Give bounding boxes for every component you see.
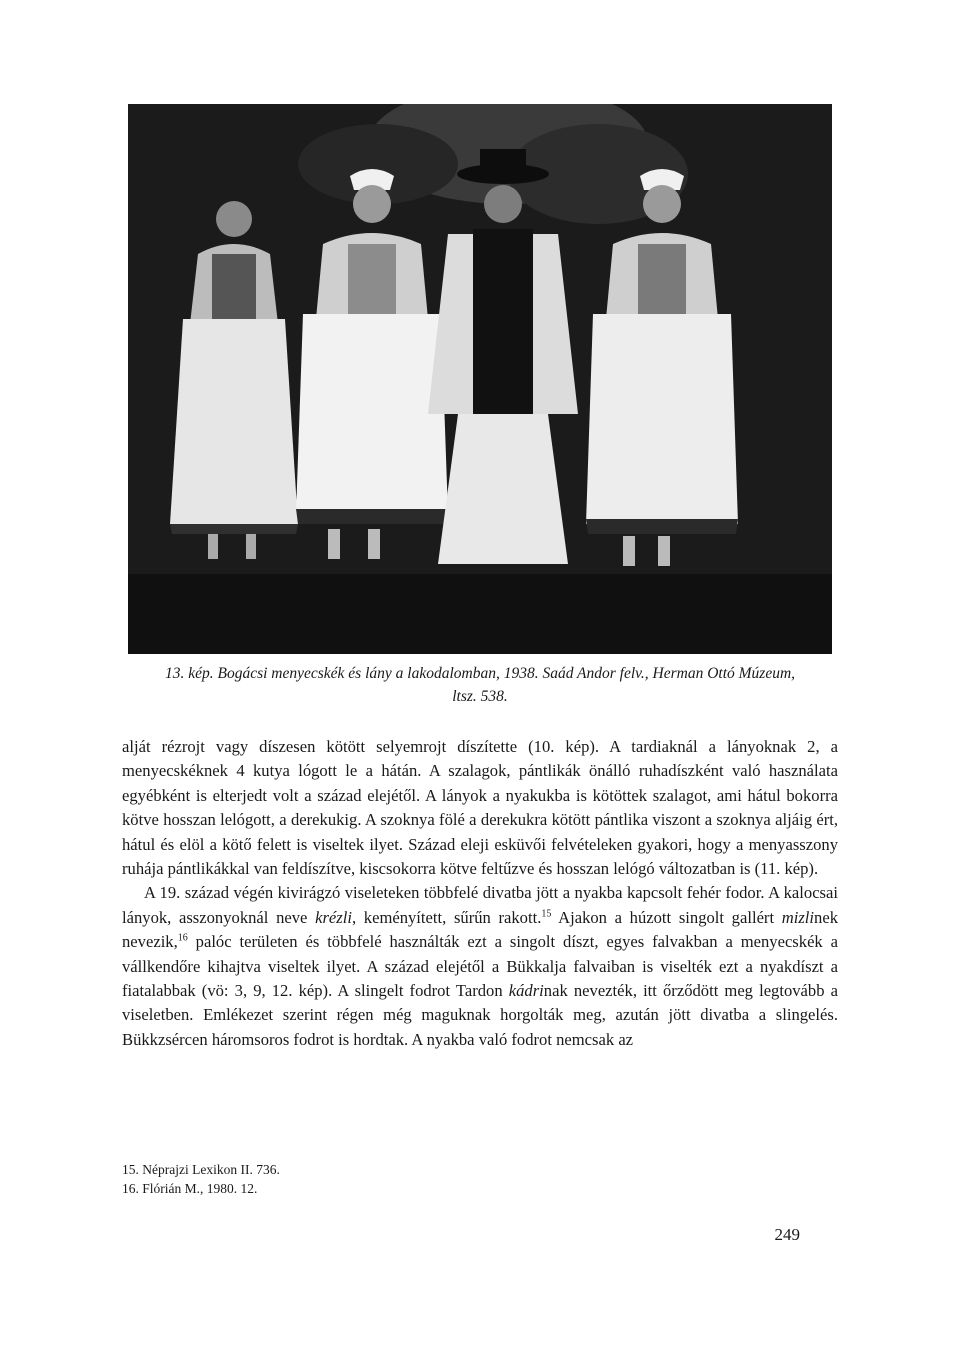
paragraph-2-part-d: nek nevezik, — [122, 907, 838, 952]
paragraph-2-part-c: Ajakon a húzott singolt gallért — [551, 907, 782, 927]
paragraph-2-part-e: palóc területen és többfelé használták ezt a singolt díszt, egyes falvakban a menyecskék a vállkendőre kihajtva viseltek ilyet. A század elejétől a Bükkalja falvaiban is viselték ezt a nyakdíszt a fiatalabbak (vö: 3, 9, 12. kép). A slingelt fodrot Tardon — [122, 932, 838, 1001]
footnote-15: 15. Néprajzi Lexikon II. 736. — [122, 1162, 280, 1177]
footnotes — [122, 1160, 622, 1198]
term-mizli: mizli — [781, 907, 815, 927]
paragraph-1: alját rézrojt vagy díszesen kötött selyemrojt díszítette (10. kép). A tardiaknál a lányoknak 2, a menyecskéknek 4 kutya lógott le a hátán. A szalagok, pántlikák önálló ruhadíszként való használata egyébként is elterjedt volt a század elejétől. A lányok a nyakukba is kötöttek szalagot, ami hátul bokorra kötve hosszan lelógott, a derekukig. A szoknya fölé a derekukra kötött pántlika viszont a szoknya aljáig ért, hátul és elöl a kötő felett is viseltek ilyet. Század eleji esküvői felvételeken gyakori, hogy a menyasszony ruhája pántlikákkal van feldíszítve, kiscsokorra kötve feltűzve és hosszan lelógó változatban is (11. kép). — [122, 737, 838, 879]
paragraph-2-part-b: , keményített, sűrűn rakott. — [351, 907, 542, 927]
term-krezli: krézli — [315, 907, 352, 927]
caption-line-2: ltsz. 538. — [452, 688, 508, 705]
footnote-ref-16: 16 — [177, 932, 188, 944]
footnote-16: 16. Flórián M., 1980. 12. — [122, 1181, 258, 1196]
paragraph-2-part-a: A 19. század végén kivirágzó viseleteken többfelé divatba jött a nyakba kapcsolt fehér fodor. A kalocsai lányok, asszonyoknál neve — [122, 883, 838, 927]
caption-line-1: 13. kép. Bogácsi menyecskék és lány a lakodalomban, 1938. Saád Andor felv., Herman Ottó Múzeum, — [164, 665, 796, 682]
term-kadri: kádri — [508, 981, 544, 1001]
photograph-wedding-costumes — [128, 104, 832, 654]
body-text — [122, 735, 838, 1052]
page-number: 249 — [774, 1225, 800, 1244]
footnote-ref-15: 15 — [541, 908, 552, 920]
paragraph-2 — [122, 881, 838, 1052]
figure-caption — [120, 662, 840, 708]
paragraph-2-part-f: nak nevezték, itt őrződött meg legtovább a viseletben. Emlékezet szerint régen még maguknak horgolták meg, azután jött divatba a slingelés. Bükkzsércen háromsoros fodrot is hordtak. A nyakba való fodrot nemcsak az — [122, 981, 838, 1049]
